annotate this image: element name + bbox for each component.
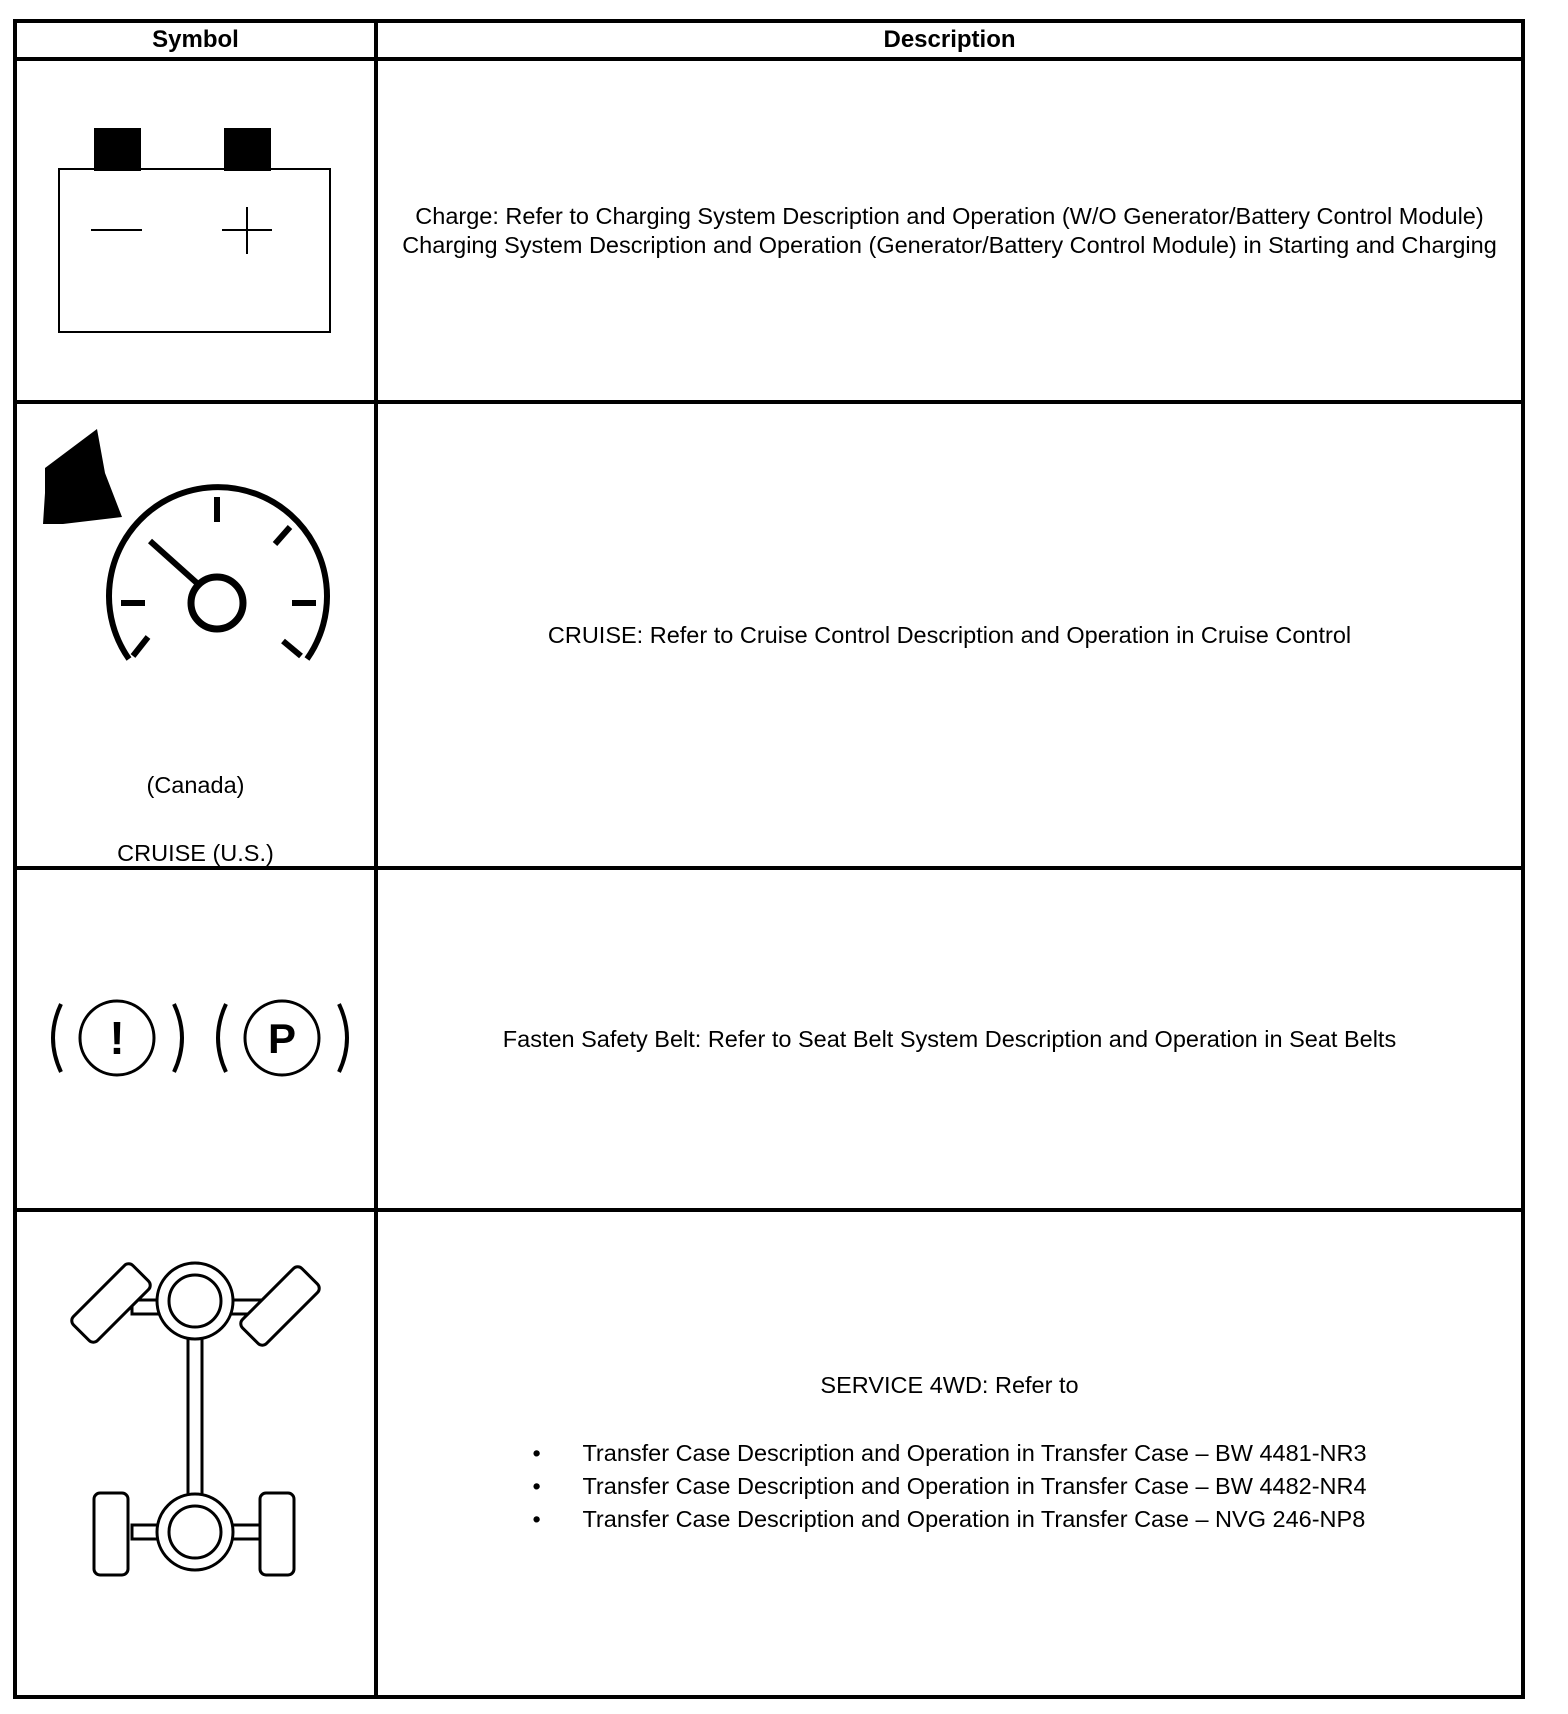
row-1-description: Charge: Refer to Charging System Description and Operation (W/O Generator/Battery Control Module) Charging System Description and Operation (Generator/Battery Control Module) in Starting and Charging [402, 202, 1497, 258]
exclamation-glyph: ! [109, 1012, 125, 1064]
row-2-symbol [17, 404, 374, 866]
header-description: Description [883, 26, 1016, 53]
row-4-symbol [17, 1212, 374, 1695]
header-symbol: Symbol [152, 26, 239, 53]
row-1-symbol [17, 61, 374, 400]
transfer-case-list [532, 1437, 1366, 1536]
symbol-caption-us: CRUISE (U.S.) [117, 840, 274, 866]
row-2-description: CRUISE: Refer to Cruise Control Description and Operation in Cruise Control [547, 621, 1352, 648]
battery-icon [17, 61, 374, 400]
row-4-description [378, 1212, 1521, 1695]
park-glyph: P [267, 1015, 297, 1062]
list-item: • Transfer Case Description and Operation in Transfer Case – BW 4482-NR4 [532, 1472, 1367, 1499]
service-4wd-intro: SERVICE 4WD: Refer to [820, 1371, 1079, 1398]
list-item: • Transfer Case Description and Operation in Transfer Case – BW 4481-NR3 [532, 1439, 1367, 1466]
symbol-table [13, 19, 1525, 1699]
row-3-description: Fasten Safety Belt: Refer to Seat Belt System Description and Operation in Seat Belts [502, 1025, 1397, 1052]
brake-warning-icon [17, 870, 374, 1208]
symbol-caption-canada: (Canada) [146, 772, 245, 798]
four-wheel-drive-icon [17, 1212, 374, 1695]
row-3-symbol [17, 870, 374, 1208]
list-item: • Transfer Case Description and Operation in Transfer Case – NVG 246-NP8 [532, 1505, 1366, 1532]
